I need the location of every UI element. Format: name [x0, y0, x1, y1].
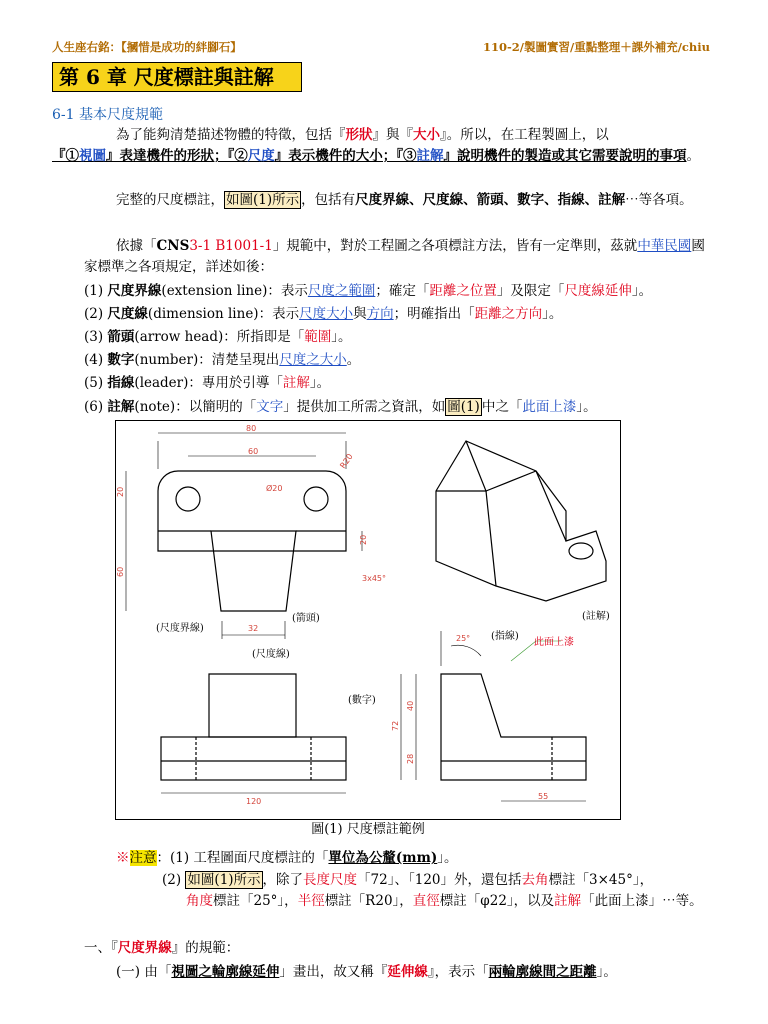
dimension-lines-top: [126, 433, 362, 639]
callout-labels-top: [156, 611, 320, 660]
note-paint-text: 此面上漆: [534, 637, 574, 648]
section-title: 6-1 基本尺度規範: [52, 107, 163, 123]
isometric-view: [436, 441, 606, 601]
svg-text:55: 55: [538, 792, 549, 801]
callout-labels-bottom: [348, 609, 610, 706]
svg-text:80: 80: [246, 424, 257, 433]
svg-text:60: 60: [116, 566, 125, 577]
svg-text:120: 120: [246, 797, 262, 806]
svg-text:R20: R20: [338, 452, 355, 471]
list-item: (4) 數字(number)：清楚呈現出尺度之大小。: [84, 352, 361, 368]
svg-text:(尺度界線): (尺度界線): [156, 623, 204, 634]
svg-text:(尺度線): (尺度線): [252, 649, 290, 660]
paragraph-intro: 為了能夠清楚描述物體的特徵，包括『形狀』與『大小』。所以，在工程製圖上，以 『①視圖』表達機件的形狀；『②尺度』表示機件的大小；『③註解』說明機件的製造或其它需要說明的事項。: [52, 127, 700, 164]
figure-caption: 圖(1) 尺度標註範例: [115, 819, 621, 840]
svg-text:40: 40: [406, 700, 415, 711]
svg-text:20: 20: [359, 534, 368, 545]
header-motto: 人生座右銘：【摑惜是成功的絆腳石】: [52, 40, 242, 54]
figure-dimensioning-example: [115, 420, 621, 839]
list-item: (3) 箭頭(arrow head)：所指即是「範圍」。: [84, 329, 352, 345]
rule-1: (一) 由「視圖之輪廓線延伸」畫出，故又稱『延伸線』，表示「兩輪廓線間之距離」。: [116, 964, 617, 980]
note-1: ※注意：(1) 工程圖面尺度標註的「單位為公釐(mm)」。: [116, 850, 458, 866]
header-course: 110-2/製圖實習/重點整理＋課外補充/chiu: [483, 40, 710, 54]
list-item: (6) 註解(note)：以簡明的「文字」提供加工所需之資訊，如 圖(1) 中之「此面上漆」。: [84, 399, 597, 415]
front-view-top: [158, 471, 346, 611]
svg-text:20: 20: [116, 486, 125, 497]
note-2: (2) 如圖(1)所示 ，除了長度尺度「72」、「120」外，還包括去角標註「3×45°」， 角度標註「25°」，半徑標註「R20」，直徑標註「φ22」，以及註解「此面上漆」⋯等。: [162, 872, 703, 909]
svg-text:3x45°: 3x45°: [362, 574, 387, 583]
svg-text:28: 28: [406, 753, 415, 764]
list-item: (2) 尺度線(dimension line)：表示尺度大小與方向；明確指出「距離之方向」。: [84, 306, 563, 322]
svg-text:72: 72: [391, 720, 400, 731]
svg-text:25°: 25°: [456, 634, 471, 643]
dimension-lines-bottom: [161, 631, 586, 801]
list-item: (1) 尺度界線(extension line)：表示尺度之範圍；確定「距離之位置」及限定「尺度線延伸」。: [84, 283, 653, 299]
subheading-extension-line: 一、『尺度界線』的規範：: [84, 940, 240, 956]
technical-drawing: [116, 421, 620, 820]
svg-text:(箭頭): (箭頭): [292, 613, 320, 624]
front-view-bottom: [161, 674, 346, 780]
svg-text:(指線): (指線): [491, 631, 519, 642]
paragraph-complete: 完整的尺度標註， 如圖(1)所示 ，包括有尺度界線、尺度線、箭頭、數字、指線、註解⋯等各項。: [116, 192, 693, 208]
chapter-title: 第 6 章 尺度標註與註解: [52, 62, 302, 92]
svg-text:(數字): (數字): [348, 695, 376, 706]
svg-text:32: 32: [248, 624, 259, 633]
svg-text:(註解): (註解): [582, 611, 610, 622]
paragraph-cns: 依據「CNS3-1 B1001-1」規範中，對於工程圖之各項標註方法，皆有一定準則，茲就中華民國國家標準之各項規定，詳述如後：: [84, 238, 705, 275]
side-view-bottom: [441, 674, 586, 780]
svg-text:Ø20: Ø20: [266, 484, 283, 493]
svg-text:60: 60: [248, 447, 259, 456]
figure-ref: 如圖(1)所示: [226, 192, 300, 208]
list-item: (5) 指線(leader)：專用於引導「註解」。: [84, 375, 331, 391]
